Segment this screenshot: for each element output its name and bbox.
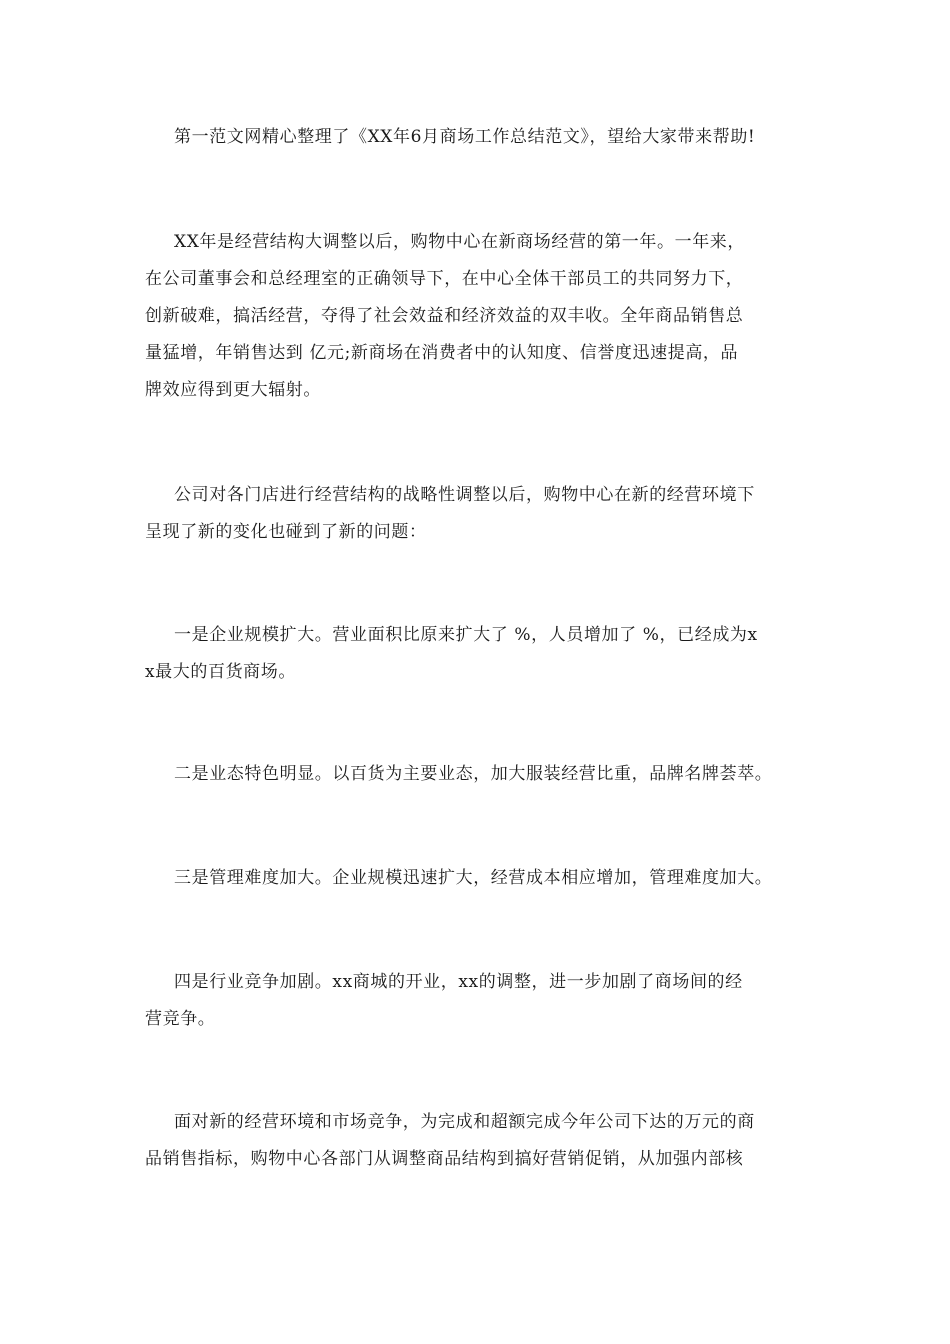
point-two-paragraph [145,756,815,793]
paragraph-line: 创新破难，搞活经营，夺得了社会效益和经济效益的双丰收。全年商品销售总 [145,306,744,326]
point-three-paragraph [145,860,815,897]
paragraph-line: 呈现了新的变化也碰到了新的问题： [145,522,427,542]
response-paragraph [145,1104,815,1178]
paragraph-line: 三是管理难度加大。企业规模迅速扩大，经营成本相应增加，管理难度加大。 [174,868,773,888]
paragraph-line: 四是行业竞争加剧。xx商城的开业，xx的调整，进一步加剧了商场间的经 [174,972,743,992]
paragraph-line: XX年是经营结构大调整以后，购物中心在新商场经营的第一年。一年来， [174,232,746,252]
paragraph-line: 营竞争。 [145,1009,216,1029]
paragraph-line: x最大的百货商场。 [145,662,296,682]
paragraph-line: 公司对各门店进行经营结构的战略性调整以后，购物中心在新的经营环境下 [174,485,755,505]
paragraph-line: 牌效应得到更大辐射。 [145,380,321,400]
summary-paragraph [145,224,815,409]
paragraph-line: 面对新的经营环境和市场竞争，为完成和超额完成今年公司下达的万元的商 [174,1112,755,1132]
paragraph-line: 在公司董事会和总经理室的正确领导下，在中心全体干部员工的共同努力下， [145,269,744,289]
point-four-paragraph [145,964,815,1038]
paragraph-line: 第一范文网精心整理了《XX年6月商场工作总结范文》，望给大家带来帮助! [174,127,756,147]
restructuring-paragraph [145,477,815,551]
paragraph-line: 品销售指标，购物中心各部门从调整商品结构到搞好营销促销，从加强内部核 [145,1149,744,1169]
paragraph-line: 二是业态特色明显。以百货为主要业态，加大服装经营比重，品牌名牌荟萃。 [174,764,773,784]
intro-paragraph [145,119,815,156]
point-one-paragraph [145,617,815,691]
paragraph-line: 量猛增，年销售达到 亿元;新商场在消费者中的认知度、信誉度迅速提高，品 [145,343,739,363]
paragraph-line: 一是企业规模扩大。营业面积比原来扩大了 %，人员增加了 %，已经成为x [174,625,758,645]
